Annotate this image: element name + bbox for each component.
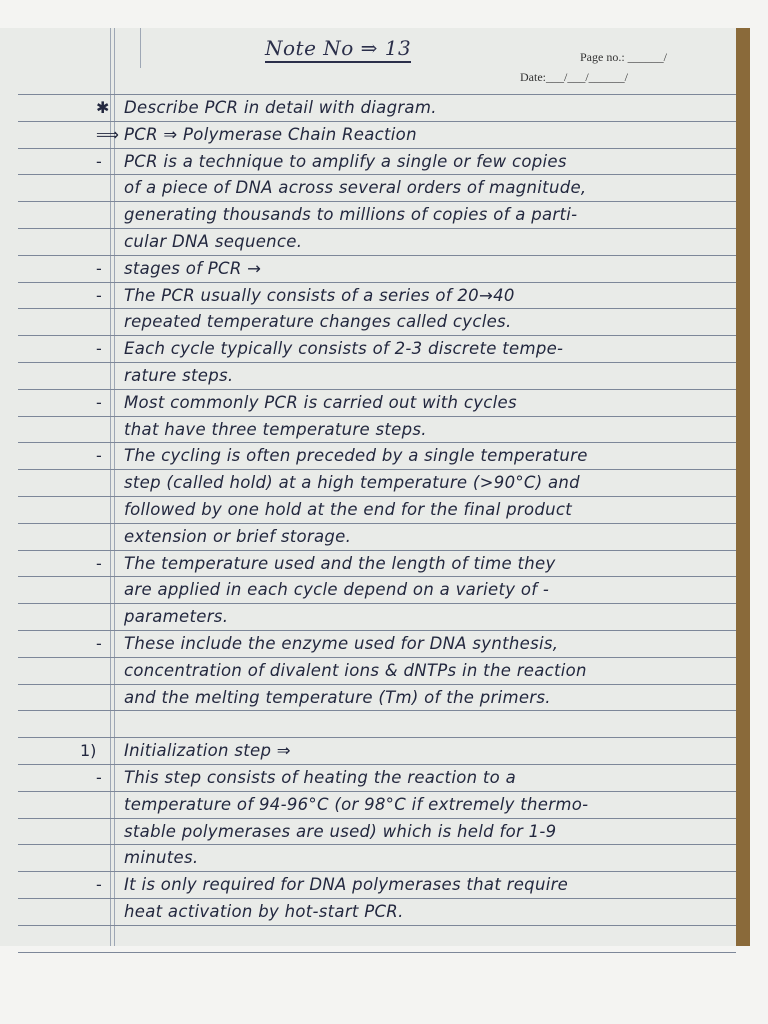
ruled-line	[18, 174, 736, 175]
ruled-line	[18, 871, 736, 872]
line-text: concentration of divalent ions & dNTPs in the reaction	[124, 660, 587, 680]
ruled-line	[18, 308, 736, 309]
line-text: The cycling is often preceded by a single temperature	[124, 446, 588, 466]
ruled-line	[18, 148, 736, 149]
line-text: extension or brief storage.	[124, 526, 352, 546]
line-text: step (called hold) at a high temperature (>90°C) and	[124, 473, 580, 493]
note-title: Note No ⇒ 13	[265, 36, 411, 63]
ruled-line	[18, 764, 736, 765]
line-text: These include the enzyme used for DNA synthesis,	[124, 634, 559, 653]
line-text: PCR ⇒ Polymerase Chain Reaction	[124, 124, 417, 144]
line-text: heat activation by hot-start PCR.	[124, 902, 404, 921]
line-text: The temperature used and the length of time they	[124, 553, 556, 573]
ruled-line	[18, 925, 736, 926]
ruled-line	[18, 844, 736, 845]
line-marker: 1)	[80, 741, 97, 761]
line-marker: -	[96, 553, 102, 573]
ruled-line	[18, 121, 736, 122]
page-header	[0, 28, 736, 96]
ruled-line	[18, 550, 736, 551]
ruled-line	[18, 442, 736, 443]
ruled-line	[18, 282, 736, 283]
line-text: repeated temperature changes called cycles.	[124, 312, 512, 332]
ruled-line	[18, 791, 736, 792]
line-text: cular DNA sequence.	[124, 232, 303, 251]
line-text: Initialization step ⇒	[124, 741, 291, 761]
ruled-line	[18, 416, 736, 417]
line-text: generating thousands to millions of copies of a parti-	[124, 205, 578, 225]
line-text: It is only required for DNA polymerases that require	[124, 875, 569, 895]
margin-line	[114, 28, 115, 946]
ruled-line	[18, 469, 736, 470]
line-text: Most commonly PCR is carried out with cycles	[124, 392, 517, 412]
page-number-field: Page no.: ______/	[580, 50, 667, 64]
line-marker: -	[96, 446, 102, 466]
line-text: are applied in each cycle depend on a variety of -	[124, 580, 550, 600]
ruled-line	[18, 255, 736, 256]
line-text: rature steps.	[124, 366, 234, 385]
ruled-line	[18, 684, 736, 685]
ruled-line	[18, 201, 736, 202]
line-marker: -	[96, 634, 102, 653]
margin-line	[110, 28, 111, 946]
line-marker: ⟹	[96, 124, 119, 144]
line-text: of a piece of DNA across several orders of magnitude,	[124, 178, 587, 198]
line-text: stages of PCR →	[124, 258, 262, 278]
ruled-line	[18, 710, 736, 711]
ruled-line	[18, 335, 736, 336]
ruled-line	[18, 818, 736, 819]
line-marker: -	[96, 285, 102, 305]
line-marker: -	[96, 768, 102, 787]
ruled-line	[18, 576, 736, 577]
line-text: The PCR usually consists of a series of 20→40	[124, 285, 515, 305]
ruled-line	[18, 389, 736, 390]
line-text: and the melting temperature (Tm) of the primers.	[124, 687, 551, 707]
ruled-line	[18, 898, 736, 899]
ruled-line	[18, 657, 736, 658]
line-text: PCR is a technique to amplify a single or few copies	[124, 151, 567, 171]
ruled-line	[18, 362, 736, 363]
ruled-line	[18, 630, 736, 631]
line-text: Describe PCR in detail with diagram.	[124, 98, 437, 117]
ruled-line	[18, 737, 736, 738]
line-text: parameters.	[124, 607, 229, 627]
ruled-line	[18, 603, 736, 604]
line-text: temperature of 94-96°C (or 98°C if extremely thermo-	[124, 794, 589, 814]
line-text: minutes.	[124, 848, 199, 868]
line-text: Each cycle typically consists of 2-3 discrete tempe-	[124, 339, 564, 359]
line-text: followed by one hold at the end for the final product	[124, 500, 573, 519]
line-marker: -	[96, 392, 102, 412]
line-text: This step consists of heating the reaction to a	[124, 768, 517, 787]
line-text: that have three temperature steps.	[124, 419, 427, 439]
ruled-line	[18, 496, 736, 497]
date-field: Date:___/___/______/	[520, 70, 628, 84]
ruled-line	[18, 228, 736, 229]
line-marker: -	[96, 875, 102, 895]
line-marker: ✱	[96, 98, 110, 117]
line-marker: -	[96, 258, 102, 278]
ruled-line	[18, 523, 736, 524]
line-text: stable polymerases are used) which is held for 1-9	[124, 821, 557, 841]
line-marker: -	[96, 339, 102, 359]
notebook-binding-edge	[736, 28, 750, 946]
line-marker: -	[96, 151, 102, 171]
ruled-line	[18, 952, 736, 953]
ruled-line	[18, 94, 736, 95]
